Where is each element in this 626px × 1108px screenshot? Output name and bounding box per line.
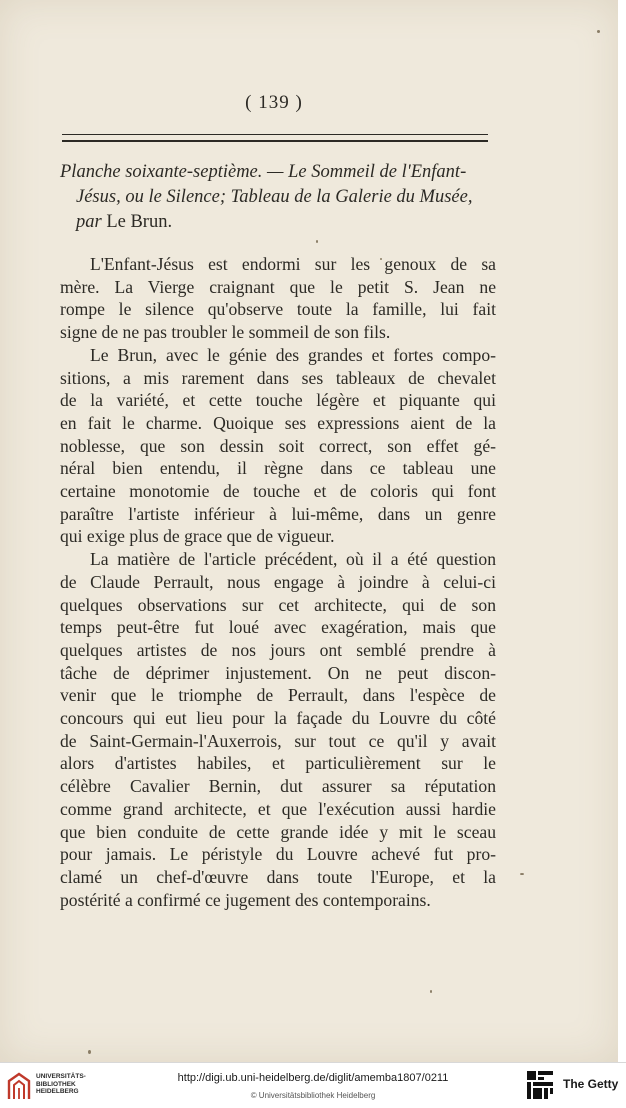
copyright-notice: © Universitätsbibliothek Heidelberg bbox=[250, 1091, 376, 1100]
text-line: de la variété, et cette touche légère et piquante qui bbox=[60, 390, 496, 411]
text-line: pour jamais. Le péristyle du Louvre achevé fut pro- bbox=[60, 844, 496, 865]
header-rule-thin bbox=[62, 134, 488, 135]
text-line: quelques observations sur cet architecte, qui de son bbox=[60, 594, 496, 615]
text-line: Le Brun, avec le génie des grandes et fortes compo- bbox=[90, 344, 496, 365]
text-line: de Saint-Germain-l'Auxerrois, sur tout ce qu'il y avait bbox=[60, 730, 496, 751]
library-name-line: UNIVERSITÄTS- bbox=[36, 1073, 86, 1080]
caption-text: Jésus, ou le Silence; Tableau de la Galerie du Musée, bbox=[76, 187, 473, 207]
text-line: de Claude Perrault, nous engage à joindre à celui-ci bbox=[60, 571, 496, 592]
text-line: L'Enfant-Jésus est endormi sur les genoux de sa bbox=[90, 254, 496, 274]
body-text bbox=[60, 253, 496, 911]
text-line: signe de ne pas troubler le sommeil de son fils. bbox=[60, 322, 391, 343]
text-line: qui exige plus de grace que de vigueur. bbox=[60, 526, 335, 547]
paper-speck bbox=[430, 990, 432, 993]
text-line: paraître l'artiste inférieur à lui-même, dans un genre bbox=[60, 503, 496, 524]
text-line: mère. La Vierge craignant que le petit S. Jean ne bbox=[60, 276, 496, 297]
paper-speck bbox=[597, 30, 600, 33]
text-line: noblesse, que son dessin soit correct, son effet gé- bbox=[60, 435, 496, 456]
text-line: temps peut-être fut loué avec exagération, mais que bbox=[60, 617, 496, 638]
text-line: tâche de déprimer injustement. On ne peut discon- bbox=[60, 662, 496, 683]
text-line: néral bien entendu, il règne dans ce tableau une bbox=[60, 458, 496, 479]
library-name-line: HEIDELBERG bbox=[36, 1088, 79, 1095]
caption-text: par bbox=[76, 212, 102, 232]
text-line: La matière de l'article précédent, où il a été question bbox=[90, 549, 496, 570]
paper-speck bbox=[520, 873, 524, 875]
text-line: quelques artistes de nos jours ont semblé prendre à bbox=[60, 639, 496, 660]
text-line: célèbre Cavalier Bernin, dut assurer sa réputation bbox=[60, 776, 496, 797]
caption-author: Le Brun. bbox=[101, 212, 173, 232]
page-number: ( 139 ) bbox=[245, 92, 303, 113]
getty-logo-icon[interactable] bbox=[526, 1070, 554, 1100]
text-line: alors d'artistes habiles, et particulièrement sur le bbox=[60, 753, 496, 774]
text-line: en fait le charme. Quoique ses expressions aient de la bbox=[60, 412, 496, 433]
permalink-url[interactable]: http://digi.ub.uni-heidelberg.de/diglit/amemba1807/0211 bbox=[177, 1072, 449, 1084]
caption-line bbox=[60, 160, 498, 185]
text-line: que bien conduite de cette grande idée y mit le sceau bbox=[60, 821, 496, 842]
text-line: postérité a confirmé ce jugement des contemporains. bbox=[60, 889, 431, 910]
plate-caption bbox=[60, 160, 498, 235]
text-line: rompe le silence qu'observe toute la famille, lui fait bbox=[60, 299, 496, 320]
viewer-footer bbox=[0, 1062, 626, 1108]
text-line: venir que le triomphe de Perrault, dans l'espèce de bbox=[60, 685, 496, 706]
text-line: clamé un chef-d'œuvre dans toute l'Europe, et la bbox=[60, 866, 496, 887]
text-line: comme grand architecte, et que l'exécution aussi hardie bbox=[60, 798, 496, 819]
header-rule-thick bbox=[62, 140, 488, 142]
library-name-line: BIBLIOTHEK bbox=[36, 1080, 76, 1088]
sponsor-name[interactable]: The Getty bbox=[563, 1077, 619, 1091]
caption-line bbox=[60, 210, 498, 235]
paper-speck bbox=[88, 1050, 91, 1054]
text-line: concours qui eut lieu pour la façade du Louvre du côté bbox=[60, 708, 496, 729]
caption-line bbox=[60, 185, 498, 210]
caption-text: Planche soixante-septième. — Le Sommeil de l'Enfant- bbox=[60, 162, 467, 182]
text-line: certaine monotomie de touche et de coloris qui font bbox=[60, 481, 496, 502]
paper-speck bbox=[316, 240, 318, 243]
text-line: sitions, a mis rarement dans ses tableaux de chevalet bbox=[60, 367, 496, 388]
